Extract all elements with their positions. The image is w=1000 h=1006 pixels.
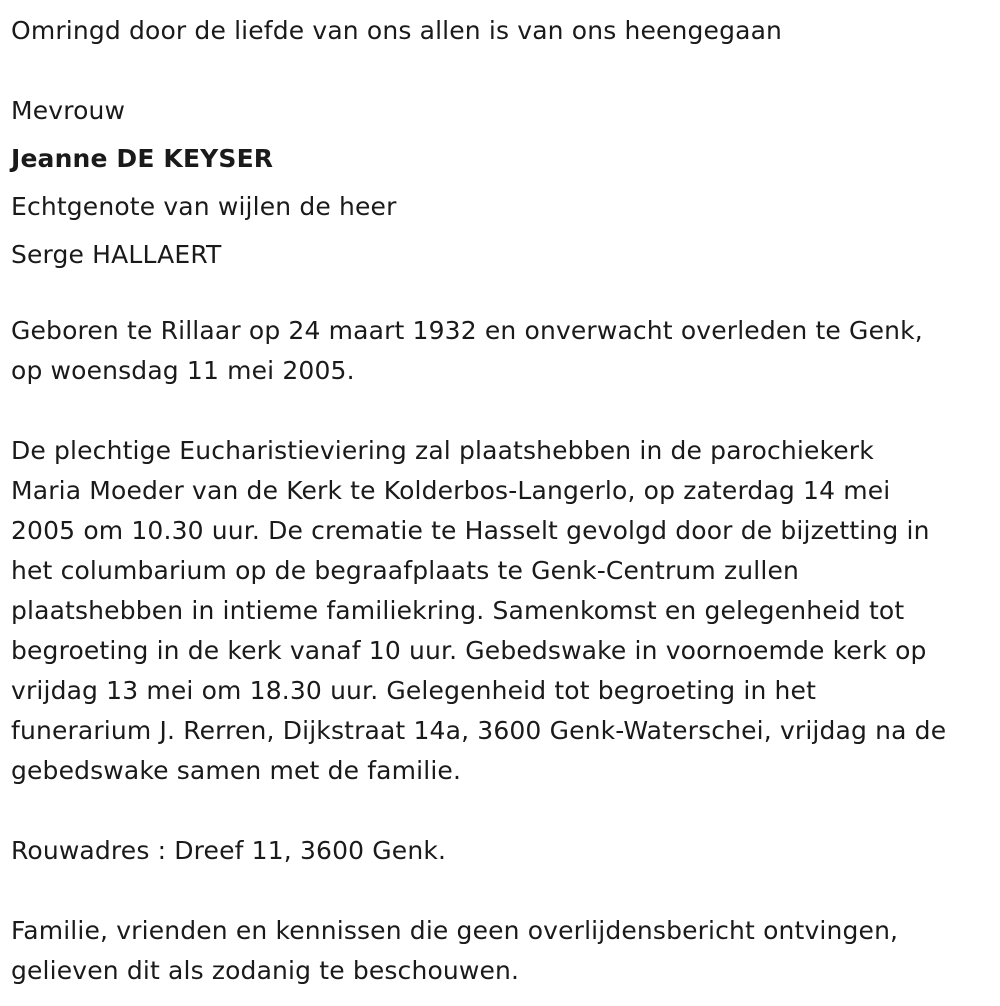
spacer [11, 791, 996, 831]
paragraph-line: begroeting in de kerk vanaf 10 uur. Gebedswake in voornoemde kerk op [11, 636, 927, 665]
spouse-name: Serge HALLAERT [11, 240, 222, 269]
paragraph-line: vrijdag 13 mei om 18.30 uur. Gelegenheid tot begroeting in het [11, 676, 817, 705]
intro-text: Omringd door de liefde van ons allen is van ons heengegaan [11, 16, 783, 45]
birth-death-paragraph [11, 311, 996, 391]
paragraph-line: plaatshebben in intieme familiekring. Samenkomst en gelegenheid tot [11, 596, 905, 625]
relation-text: Echtgenote van wijlen de heer [11, 192, 397, 221]
closing-paragraph [11, 911, 996, 991]
paragraph-line: De plechtige Eucharistieviering zal plaatshebben in de parochiekerk [11, 436, 874, 465]
paragraph-line: het columbarium op de begraafplaats te Genk-Centrum zullen [11, 556, 800, 585]
paragraph-line: Geboren te Rillaar op 24 maart 1932 en onverwacht overleden te Genk, [11, 316, 923, 345]
ceremony-paragraph [11, 431, 996, 791]
paragraph-line: Familie, vrienden en kennissen die geen overlijdensbericht ontvingen, [11, 916, 899, 945]
mourning-address: Rouwadres : Dreef 11, 3600 Genk. [11, 836, 447, 865]
deceased-name: Jeanne DE KEYSER [11, 144, 274, 173]
spacer [11, 871, 996, 911]
paragraph-line: 2005 om 10.30 uur. De crematie te Hasselt gevolgd door de bijzetting in [11, 516, 930, 545]
paragraph-line: Maria Moeder van de Kerk te Kolderbos-Langerlo, op zaterdag 14 mei [11, 476, 891, 505]
spacer [11, 55, 996, 87]
paragraph-line: op woensdag 11 mei 2005. [11, 356, 355, 385]
paragraph-line: funerarium J. Rerren, Dijkstraat 14a, 3600 Genk-Waterschei, vrijdag na de [11, 716, 947, 745]
obituary-notice [11, 7, 996, 991]
spacer [11, 391, 996, 431]
spacer [11, 279, 996, 311]
paragraph-line: gelieven dit als zodanig te beschouwen. [11, 956, 520, 985]
title-text: Mevrouw [11, 96, 126, 125]
paragraph-line: gebedswake samen met de familie. [11, 756, 462, 785]
